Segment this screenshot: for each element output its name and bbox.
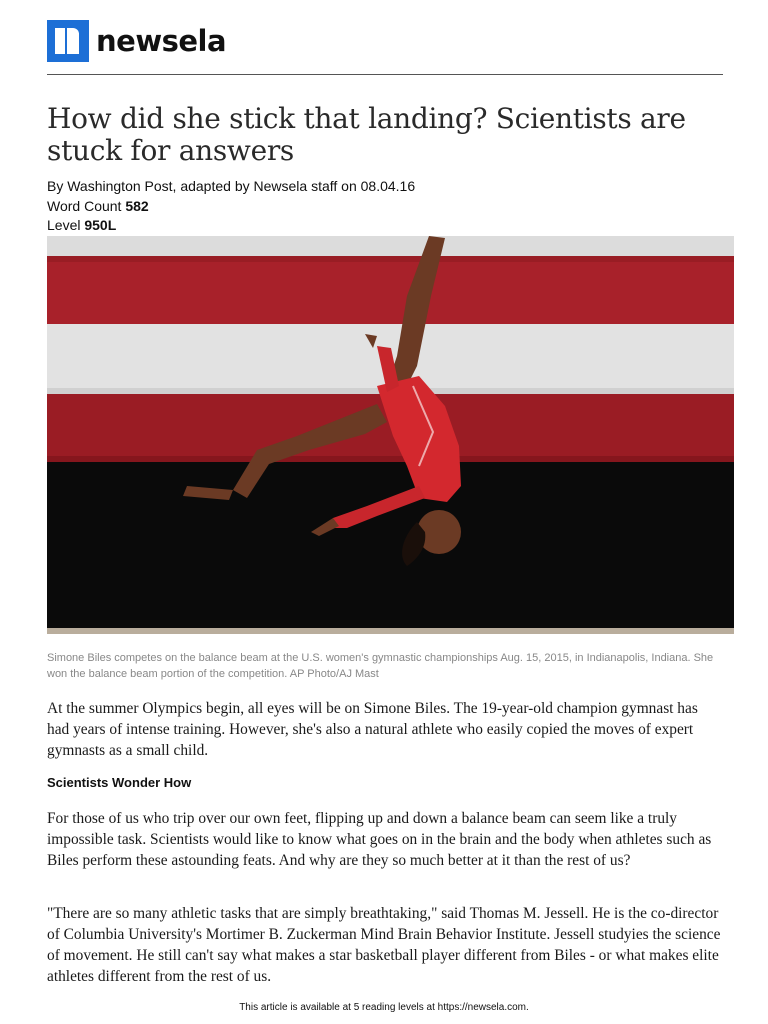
page-footer: This article is available at 5 reading levels at https://newsela.com. xyxy=(239,1002,529,1013)
newsela-logo-icon[interactable] xyxy=(47,20,89,62)
header-divider xyxy=(47,74,723,75)
word-count-value: 582 xyxy=(125,198,149,214)
paragraph-2: For those of us who trip over our own feet, flipping up and down a balance beam can seem like a truly impossible task. Scientists would like to know what goes on in the brain and the body when athletes such as Biles perform these astounding feats. And why are they so much better at it than the rest of us? xyxy=(47,810,712,869)
article-photo xyxy=(47,236,734,634)
logo-wordmark[interactable]: newsela xyxy=(96,24,227,58)
article-title: How did she stick that landing? Scientists are stuck for answers xyxy=(47,102,686,167)
reading-level-label: Level xyxy=(47,217,81,233)
section-subheading: Scientists Wonder How xyxy=(47,775,192,790)
reading-level xyxy=(47,215,727,235)
photo-caption: Simone Biles competes on the balance beam at the U.S. women's gymnastic championships Aug. 15, 2015, in Indianapolis, Indiana. She won the balance beam portion of the competition. AP Photo/AJ Mast xyxy=(47,652,714,680)
gymnast-photo-illustration xyxy=(47,236,734,634)
word-count-label: Word Count xyxy=(47,198,122,214)
page-header xyxy=(47,20,723,76)
paragraph-3: "There are so many athletic tasks that are simply breathtaking," said Thomas M. Jessell. He is the co-director of Columbia University's Mortimer B. Zuckerman Mind Brain Behavior Institute. Jessell studyies the science of movement. He still can't say what makes a star basketball player different from Biles - or what makes elite athletes different from the rest of us. xyxy=(47,905,721,985)
word-count xyxy=(47,196,727,216)
byline: By Washington Post, adapted by Newsela staff on 08.04.16 xyxy=(47,178,416,194)
paragraph-1: At the summer Olympics begin, all eyes will be on Simone Biles. The 19-year-old champion gymnast has had years of intense training. However, she's also a natural athlete who easily copied the moves of expert gymnasts as a small child. xyxy=(47,700,698,759)
reading-level-value: 950L xyxy=(84,217,117,233)
